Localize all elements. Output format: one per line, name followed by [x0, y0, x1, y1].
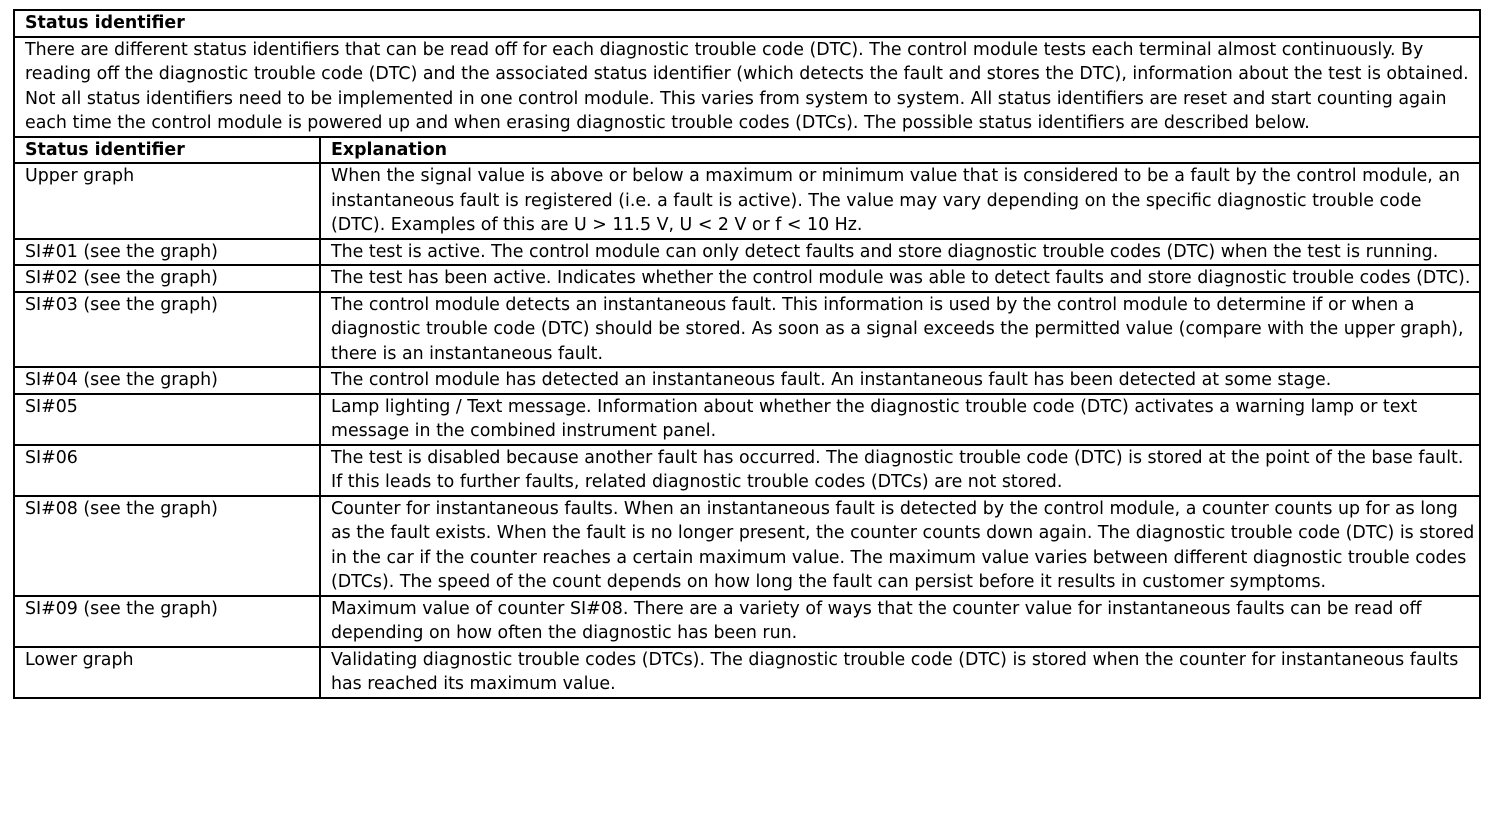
- explanation-cell: The test has been active. Indicates whether the control module was able to detect faults and store diagnostic trouble codes (DTC).: [320, 265, 1480, 292]
- explanation-cell: The test is active. The control module can only detect faults and store diagnostic trouble codes (DTC) when the test is running.: [320, 239, 1480, 266]
- table-row: [14, 367, 1480, 394]
- explanation-cell: Maximum value of counter SI#08. There are a variety of ways that the counter value for instantaneous faults can be read off depending on how often the diagnostic has been run.: [320, 596, 1480, 647]
- table-row: [14, 647, 1480, 698]
- table-intro-row: [14, 37, 1480, 137]
- table-title-row: [14, 10, 1480, 37]
- table-header-row: [14, 137, 1480, 164]
- explanation-cell: Counter for instantaneous faults. When an instantaneous fault is detected by the control module, a counter counts up for as long as the fault exists. When the fault is no longer present, the counter counts down again. The diagnostic trouble code (DTC) is stored in the car if the counter reaches a certain maximum value. The maximum value varies between different diagnostic trouble codes (DTCs). The speed of the count depends on how long the fault can persist before it results in customer symptoms.: [320, 496, 1480, 596]
- explanation-cell: When the signal value is above or below a maximum or minimum value that is considered to be a fault by the control module, an instantaneous fault is registered (i.e. a fault is active). The value may vary depending on the specific diagnostic trouble code (DTC). Examples of this are U > 11.5 V, U < 2 V or f < 10 Hz.: [320, 163, 1480, 239]
- status-identifier-table: [13, 9, 1481, 699]
- table-row: [14, 239, 1480, 266]
- table-row: [14, 163, 1480, 239]
- table-row: [14, 394, 1480, 445]
- status-identifier-cell: Lower graph: [14, 647, 320, 698]
- table-row: [14, 292, 1480, 368]
- explanation-cell: Validating diagnostic trouble codes (DTCs). The diagnostic trouble code (DTC) is stored when the counter for instantaneous faults has reached its maximum value.: [320, 647, 1480, 698]
- status-identifier-cell: SI#06: [14, 445, 320, 496]
- status-identifier-cell: SI#03 (see the graph): [14, 292, 320, 368]
- status-identifier-cell: SI#02 (see the graph): [14, 265, 320, 292]
- column-header-explanation: Explanation: [320, 137, 1480, 164]
- status-identifier-cell: Upper graph: [14, 163, 320, 239]
- status-identifier-cell: SI#05: [14, 394, 320, 445]
- table-row: [14, 496, 1480, 596]
- table-row: [14, 265, 1480, 292]
- explanation-cell: Lamp lighting / Text message. Information about whether the diagnostic trouble code (DTC) activates a warning lamp or text message in the combined instrument panel.: [320, 394, 1480, 445]
- column-header-status-identifier: Status identifier: [14, 137, 320, 164]
- status-identifier-cell: SI#08 (see the graph): [14, 496, 320, 596]
- table-intro: There are different status identifiers that can be read off for each diagnostic trouble code (DTC). The control module tests each terminal almost continuously. By reading off the diagnostic trouble code (DTC) and the associated status identifier (which detects the fault and stores the DTC), information about the test is obtained. Not all status identifiers need to be implemented in one control module. This varies from system to system. All status identifiers are reset and start counting again each time the control module is powered up and when erasing diagnostic trouble codes (DTCs). The possible status identifiers are described below.: [14, 37, 1480, 137]
- table-row: [14, 445, 1480, 496]
- table-title: Status identifier: [14, 10, 1480, 37]
- explanation-cell: The control module detects an instantaneous fault. This information is used by the control module to determine if or when a diagnostic trouble code (DTC) should be stored. As soon as a signal exceeds the permitted value (compare with the upper graph), there is an instantaneous fault.: [320, 292, 1480, 368]
- explanation-cell: The test is disabled because another fault has occurred. The diagnostic trouble code (DTC) is stored at the point of the base fault. If this leads to further faults, related diagnostic trouble codes (DTCs) are not stored.: [320, 445, 1480, 496]
- explanation-cell: The control module has detected an instantaneous fault. An instantaneous fault has been detected at some stage.: [320, 367, 1480, 394]
- status-identifier-cell: SI#01 (see the graph): [14, 239, 320, 266]
- status-identifier-cell: SI#09 (see the graph): [14, 596, 320, 647]
- status-identifier-cell: SI#04 (see the graph): [14, 367, 320, 394]
- table-row: [14, 596, 1480, 647]
